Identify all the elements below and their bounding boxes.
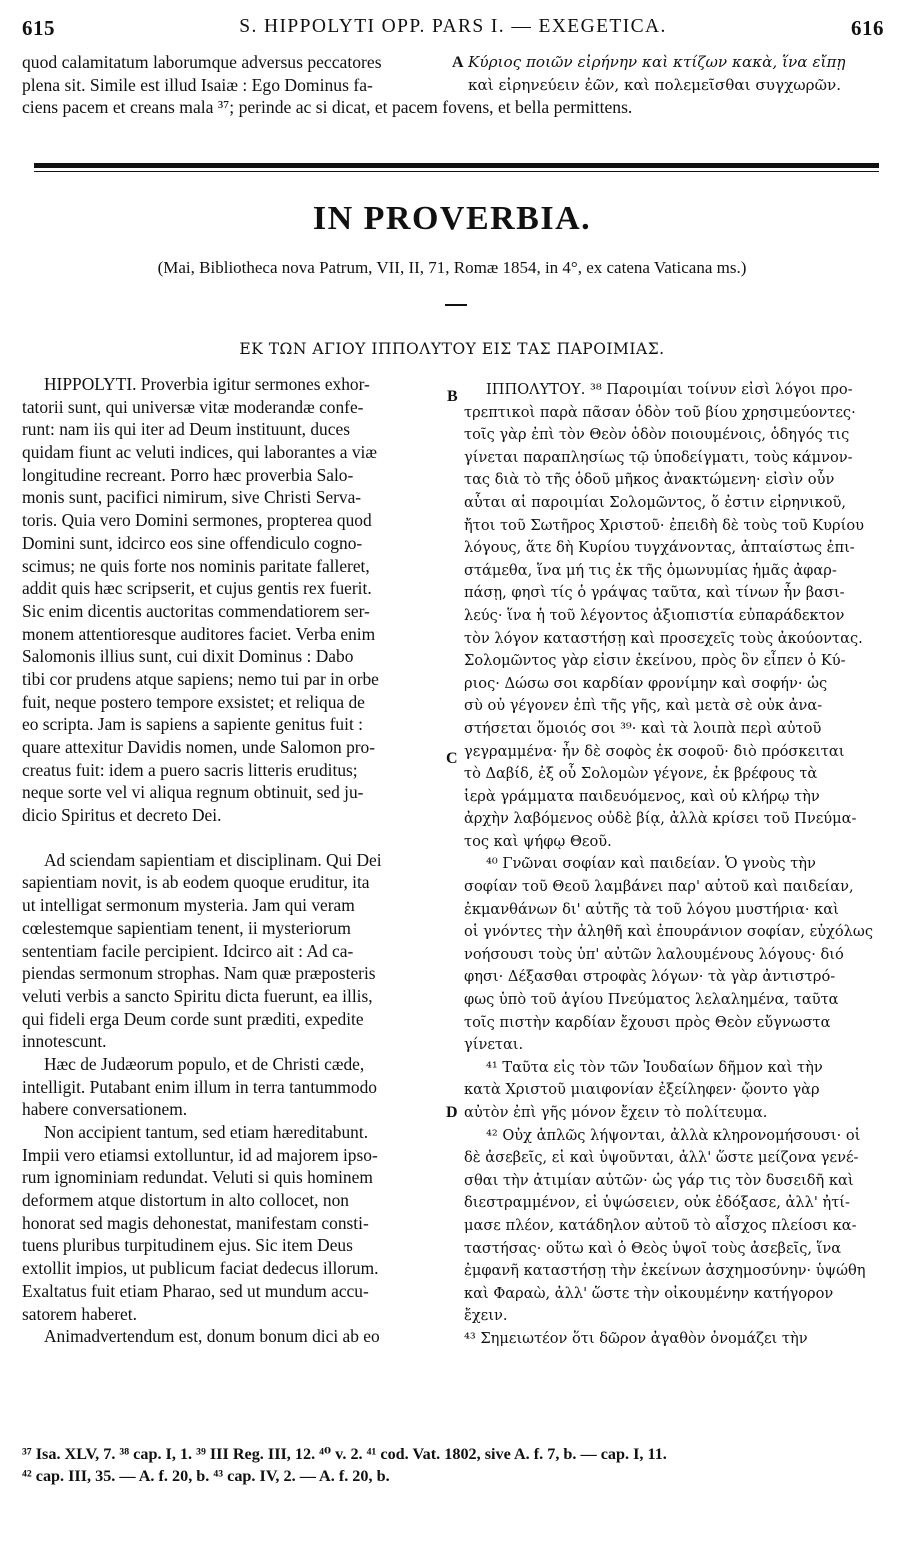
text-line: γίνεται. (464, 1036, 524, 1054)
text-line: λόγους, ἅτε δὴ Κυρίου τυγχάνοντας, ἀπταίστως ἐπι- (464, 539, 855, 557)
text-line: Exaltatus fuit etiam Pharao, sed ut mundum accu- (22, 1280, 369, 1301)
text-line: σὺ οὐ γέγονεν ἐπὶ τῆς γῆς, καὶ μετὰ σὲ οὐκ ἀνα- (464, 697, 823, 715)
text-line: dicio Spiritus et decreto Dei. (22, 805, 222, 826)
separator-dash (445, 304, 467, 306)
text-line: τας διὰ τὸ τῆς ὁδοῦ μῆκος ἀνακτώμενη· εἰσὶν οὖν (464, 471, 835, 489)
text-line: πάσῃ, φησὶ τίς ὁ γράψας ταῦτα, καὶ τίνων ἦν βασι- (464, 584, 845, 602)
text-line: honorat sed magis dehonestat, manifestam consti- (22, 1212, 369, 1233)
text-line: deformem atque distortum in alto collocet, non (22, 1190, 349, 1211)
text-line: neque sorte vel vi aliqua regnum obtinuit, sed ju- (22, 782, 364, 803)
text-line: στάμεθα, ἵνα μή τις ἐκ τῆς ὁμωνυμίας ἡμᾶς ἀφαρ- (464, 561, 837, 579)
text-line: longitudine recreant. Porro hæc proverbia Salo- (22, 464, 354, 485)
source-citation: (Mai, Bibliotheca nova Patrum, VII, II, 71, Romæ 1854, in 4°, ex catena Vaticana ms.) (157, 258, 747, 277)
text-line: piendas sermonum strophas. Nam quæ præposteris (22, 963, 376, 984)
text-line: ἀρχὴν λαβόμενος οὐδὲ βίᾳ, ἀλλὰ κρίσει τοῦ Πνεύμα- (464, 810, 857, 828)
text-line: tuens pluribus turpitudinem ejus. Sic item Deus (22, 1235, 353, 1256)
text-line: runt: nam iis qui iter ad Deum instituunt, duces (22, 419, 350, 440)
text-line: τοῖς πιστὴν καρδίαν ἔχουσι πρὸς Θεὸν εὔγνωστα (464, 1013, 831, 1031)
footnotes (22, 1443, 884, 1487)
text-line: intelligit. Putabant enim illum in terra tantummodo (22, 1076, 378, 1097)
text-line: Non accipient tantum, sed etiam hæreditabunt. (44, 1122, 369, 1142)
text-line: toris. Quia vero Domini sermones, propterea quod (22, 510, 372, 531)
latin-paragraph (22, 849, 442, 1053)
text-line: Κύριος ποιῶν εἰρήνην καὶ κτίζων κακὰ, ἵνα εἴπῃ (468, 53, 846, 71)
text-line: fuit, neque postero tempore exsistet; et reliqua de (22, 691, 365, 712)
latin-paragraph (22, 1121, 442, 1325)
greek-column (464, 379, 884, 1351)
text-line: νοήσουσι τοὺς ὑπ' αὐτῶν λαλουμένους λόγους· διό (464, 945, 844, 963)
latin-paragraph (22, 1053, 442, 1121)
continuation-passage (22, 51, 884, 129)
running-header (22, 14, 884, 44)
text-line: τὸ Δαβίδ, ἐξ οὗ Σολομὼν γέγονε, ἐκ βρέφους τὰ (464, 765, 818, 783)
text-line: creatus fuit: idem a puero sacris litteris eruditus; (22, 759, 358, 780)
text-line: Animadvertendum est, donum bonum dici ab eo (44, 1326, 380, 1347)
latin-paragraph (22, 1325, 442, 1348)
text-line: ⁴³ Σημειωτέον ὅτι δῶρον ἀγαθὸν ὀνομάζει τὴν (464, 1329, 808, 1347)
text-line: ταστήσας· οὕτω καὶ ὁ Θεὸς ὑψοῖ τοὺς ἀσεβεῖς, ἵνα (464, 1239, 842, 1257)
text-line: αὗται αἱ παροιμίαι Σολομῶντος, ὅ ἐστιν εἰρηνικοῦ, (464, 493, 847, 511)
text-line: Domini sunt, idcirco eos sine offendiculo cogno- (22, 532, 363, 553)
text-line: quidam fiunt ac veluti indices, qui laborantes a viæ (22, 442, 377, 463)
text-line: γίνεται παραπλησίως τῷ ὑποδείγματι, τοὺς κάμνον- (464, 448, 853, 466)
text-line: οἱ γνόντες τὴν ἀληθῆ καὶ ἐπουράνιον σοφίαν, εὐχόλως (464, 923, 874, 941)
text-line: Sic enim dicentis auctoritas commendatiorem ser- (22, 600, 370, 621)
continuation-full-line (22, 96, 884, 119)
text-line: rum ignominiam redundat. Veluti si quis hominem (22, 1167, 373, 1188)
page-number-right: 616 (851, 16, 884, 40)
continuation-greek (468, 51, 884, 96)
text-line: φως ὑπὸ τοῦ ἁγίου Πνεύματος λελαλημένα, ταῦτα (464, 991, 839, 1009)
text-line: monis sunt, pacifici nimirum, sive Christi Serva- (22, 487, 362, 508)
text-line: Salomonis illius sunt, cui dixit Dominus : Dabo (22, 646, 354, 667)
text-line: τος καὶ ψήφῳ Θεοῦ. (464, 832, 612, 850)
text-line: qui fideli erga Deum corde sunt præditi, expedite (22, 1008, 364, 1029)
text-line: καὶ Φαραὼ, ἀλλ' ὥστε τὴν οἰκουμένην κατήγορον (464, 1284, 834, 1302)
text-line: scimus; ne quis forte nos nominis paritate falleret, (22, 555, 370, 576)
text-line: tatorii sunt, qui universæ vitæ moderandæ confe- (22, 396, 364, 417)
text-line: ⁴⁰ Γνῶναι σοφίαν καὶ παιδείαν. Ὁ γνοὺς τὴν (486, 855, 816, 873)
text-line: καὶ εἰρηνεύειν ἐῶν, καὶ πολεμεῖσθαι συγχωρῶν. (468, 75, 842, 94)
text-line: ἐκμανθάνων δι' αὐτῆς τὰ τοῦ λόγου μυστήρια· καὶ (464, 900, 839, 918)
latin-paragraph (22, 373, 442, 827)
text-line: ἔχειν. (464, 1307, 508, 1325)
greek-heading: ΕΚ ΤΩΝ ΑΓΙΟΥ ΙΠΠΟΛΥΤΟΥ ΕΙΣ ΤΑΣ ΠΑΡΟΙΜΙΑΣ. (239, 340, 665, 358)
continuation-latin (22, 51, 452, 96)
latin-column (22, 373, 442, 1348)
text-line: tibi cor prudens atque sapiens; nemo tui par in orbe (22, 668, 379, 689)
footnote-line: ³⁷ Isa. XLV, 7. ³⁸ cap. I, 1. ³⁹ III Reg. III, 12. ⁴⁰ v. 2. ⁴¹ cod. Vat. 1802, sive A. f. 7, b. — cap. I, 11. (22, 1445, 667, 1463)
text-line: quod calamitatum laborumque adversus peccatores (22, 52, 382, 72)
text-line: τρεπτικοὶ παρὰ πᾶσαν ὁδὸν τοῦ βίου χρησιμεύοντες· (464, 403, 856, 421)
text-line: addit quis hæc scripserit, et cujus gentis rex fuerit. (22, 578, 372, 599)
text-line: μασε πλέον, κατάδηλον αὐτοῦ τὸ αἶσχος πλείοσι κα- (464, 1216, 857, 1234)
text-line: λεύς· ἵνα ἡ τοῦ λέγοντος ἀξιοπιστία εὐπαράδεκτον (464, 606, 845, 624)
text-line: τοῖς γὰρ ἐπὶ τὸν Θεὸν ὁδὸν ποιουμένοις, ὁδηγός τις (464, 426, 850, 444)
text-line: στήσεται ὅμοιός σοι ³⁹· καὶ τὰ λοιπὰ περὶ αὐτοῦ (464, 719, 822, 737)
text-line: veluti verbis a sancto Spiritu dicta fuerunt, ea illis, (22, 985, 373, 1006)
text-line: extollit impios, ut publicum faciat dedecus illorum. (22, 1258, 379, 1279)
text-line: eo scripta. Jam is sapiens a sapiente genitus fuit : (22, 714, 363, 735)
margin-marker-c: C (446, 750, 458, 767)
text-line: ut intelligat sermonum mysteria. Jam qui veram (22, 895, 355, 916)
text-line: κατὰ Χριστοῦ μιαιφονίαν ἐξείληφεν· ᾤοντο γὰρ (464, 1081, 820, 1099)
text-line: HIPPOLYTI. Proverbia igitur sermones exhor- (44, 374, 370, 394)
text-line: satorem haberet. (22, 1303, 137, 1324)
text-line: ⁴¹ Ταῦτα εἰς τὸν τῶν Ἰουδαίων δῆμον καὶ τὴν (486, 1058, 823, 1076)
margin-marker-d: D (446, 1104, 458, 1121)
text-line: ριος· Δώσω σοι καρδίαν φρονίμην καὶ σοφήν· ὡς (464, 674, 828, 692)
text-line: plena sit. Simile est illud Isaiæ : Ego Dominus fa- (22, 74, 373, 95)
text-line: ἱερὰ γράμματα παιδευόμενος, καὶ οὐ κλήρῳ τὴν (464, 787, 820, 805)
text-line: αὐτὸν ἐπὶ γῆς μόνον ἔχειν τὸ πολίτευμα. (464, 1104, 768, 1121)
text-line: sapientiam novit, is ab eodem quoque eruditur, ita (22, 872, 370, 893)
running-title: S. HIPPOLYTI OPP. PARS I. — EXEGETICA. (239, 16, 667, 37)
section-title: IN PROVERBIA. (312, 200, 592, 237)
section-rule (34, 163, 879, 168)
text-line: habere conversationem. (22, 1099, 188, 1120)
text-line: διεστραμμένον, εἰ ὑψώσειεν, οὐκ ἐδόξασε, ἀλλ' ἠτί- (464, 1194, 850, 1212)
text-line: ἐμφανῆ καταστήσῃ τὴν ἐκείνων ἀσχημοσύνην· ὑψώθη (464, 1262, 866, 1280)
text-line: Hæc de Judæorum populo, et de Christi cæde, (44, 1053, 365, 1074)
text-line: Impii vero etiamsi extolluntur, id ad majorem ipso- (22, 1144, 378, 1165)
text-line: cœlestemque sapientiam tenent, ii mysteriorum (22, 917, 351, 938)
text-line: σθαι τὴν ἀτιμίαν αὐτῶν· ὡς γάρ τις τὸν δυσειδῆ καὶ (464, 1171, 854, 1189)
text-line: monem attentioresque auditores faciet. Verba enim (22, 623, 376, 644)
text-line: ⁴² Οὐχ ἁπλῶς λήψονται, ἀλλὰ κληρονομήσουσι· οἱ (486, 1126, 861, 1144)
margin-marker-a: A (452, 54, 464, 71)
margin-marker-b: B (447, 388, 458, 405)
text-line: ciens pacem et creans mala ³⁷; perinde ac si dicat, et pacem fovens, et bella permittens. (22, 97, 633, 117)
text-line: innotescunt. (22, 1031, 107, 1052)
text-line: Σολομῶντος γὰρ εἰσιν ἐκείνου, πρὸς ὃν εἶπεν ὁ Κύ- (464, 652, 846, 670)
section-rule-thin (34, 171, 879, 172)
text-line: τὸν λόγον καταστήσῃ καὶ προσεχεῖς τοὺς ἀκούοντας. (464, 629, 863, 647)
footnote-line: ⁴² cap. III, 35. — A. f. 20, b. ⁴³ cap. IV, 2. — A. f. 20, b. (22, 1467, 390, 1485)
text-line: γεγραμμένα· ἦν δὲ σοφὸς ἐκ σοφοῦ· διὸ πρόσκειται (464, 742, 845, 760)
text-line: σοφίαν τοῦ Θεοῦ λαμβάνει παρ' αὐτοῦ καὶ παιδείαν, (464, 878, 854, 896)
text-line: ΙΠΠΟΛΥΤΟΥ. ³⁸ Παροιμίαι τοίνυν εἰσὶ λόγοι προ- (486, 381, 853, 398)
text-line: δὲ ἀσεβεῖς, εἰ καὶ ὑψοῦνται, ἀλλ' ὥστε μείζονα γενέ- (464, 1149, 859, 1167)
text-line: Ad sciendam sapientiam et disciplinam. Qui Dei (44, 849, 382, 870)
text-line: quare attexitur Davidis nomen, unde Salomon pro- (22, 737, 376, 757)
text-line: sententiam facile percipient. Idcirco ait : Ad ca- (22, 940, 354, 961)
text-line: ἤτοι τοῦ Σωτῆρος Χριστοῦ· ἐπειδὴ δὲ τοὺς τοῦ Κυρίου (464, 516, 864, 534)
text-line: φησι· Δέξασθαι στροφὰς λόγων· τὰ γὰρ ἀντιστρό- (464, 968, 836, 986)
page-number-left: 615 (22, 16, 55, 40)
